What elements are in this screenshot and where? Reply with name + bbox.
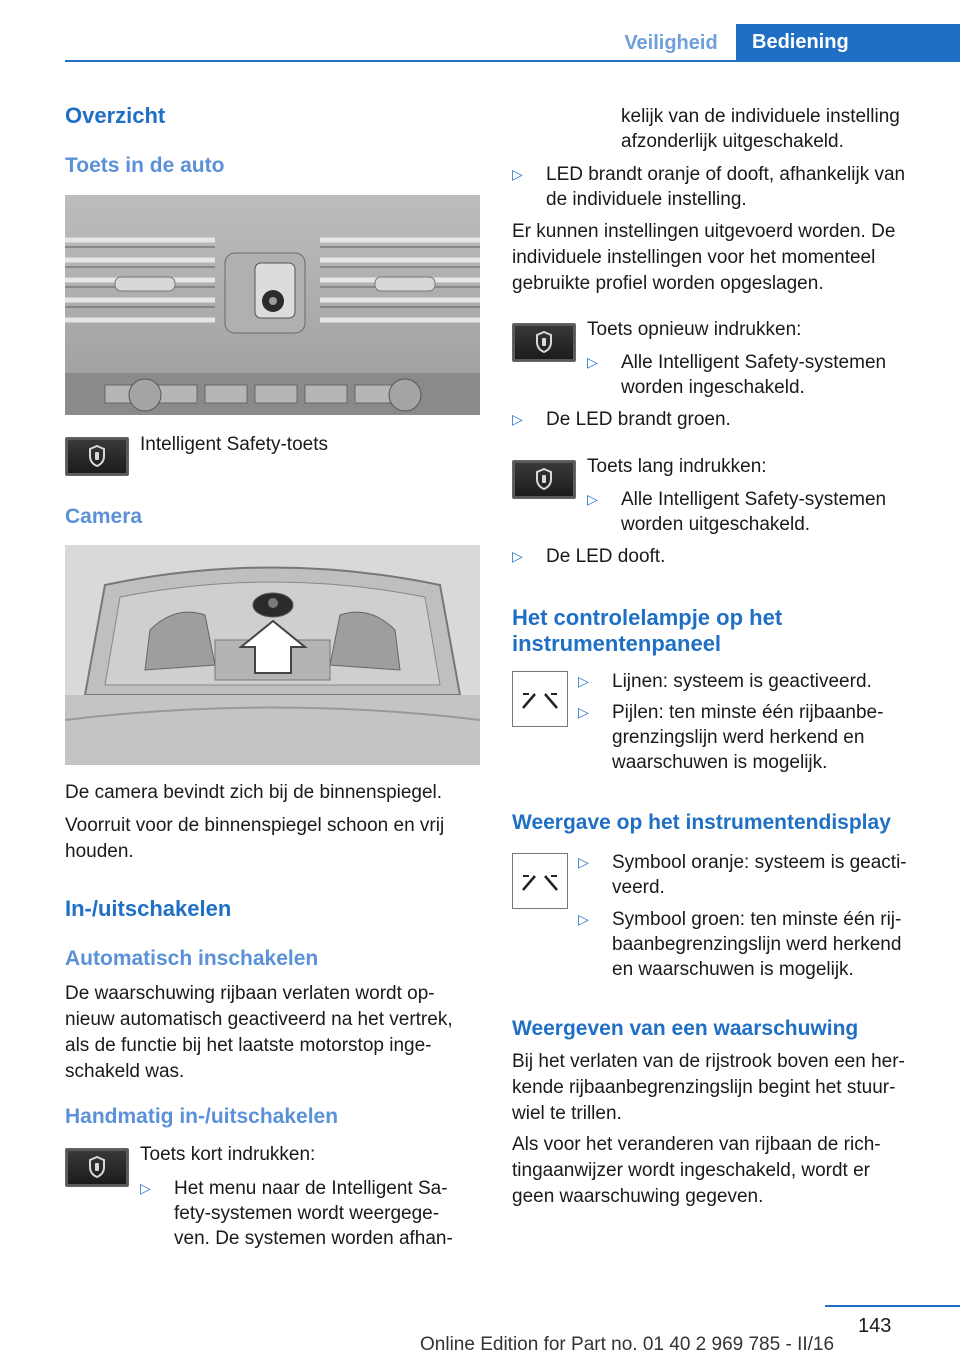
lane-lines-icon xyxy=(512,671,568,727)
bullet-lines-active xyxy=(578,669,938,697)
led-green-text: De LED brandt groen. xyxy=(546,409,731,430)
warning-line-2: kende rijbaanbegrenzingslijn begint het stuur- xyxy=(512,1077,896,1098)
triangle-bullet-icon: ▷ xyxy=(578,673,589,689)
bullet-menu xyxy=(140,1176,480,1256)
camera-location-text: De camera bevindt zich bij de binnenspiegel. xyxy=(65,782,443,803)
indicator-line-3: geen waarschuwing gegeven. xyxy=(512,1186,764,1207)
triangle-bullet-icon: ▷ xyxy=(578,911,589,927)
heading-overview: Overzicht xyxy=(65,103,166,128)
triangle-bullet-icon: ▷ xyxy=(512,548,523,564)
triangle-bullet-icon: ▷ xyxy=(512,411,523,427)
heading-camera: Camera xyxy=(65,505,143,528)
edition-footer: Online Edition for Part no. 01 40 2 969 785 - II/16 xyxy=(420,1334,835,1355)
press-again-text: Toets opnieuw indrukken: xyxy=(587,319,802,340)
green-line-3: en waarschuwen is mogelijk. xyxy=(612,959,854,980)
tab-bediening[interactable]: Bediening xyxy=(736,24,960,61)
bullet-menu-continued xyxy=(587,104,937,159)
heading-indicator-line-1: Het controlelampje op het xyxy=(512,605,783,630)
green-line-1: Symbool groen: ten minste één rij- xyxy=(612,909,902,930)
lane-lines-icon xyxy=(512,853,568,909)
auto-on-line-1: De waarschuwing rijbaan verlaten wordt op- xyxy=(65,983,435,1004)
heading-warning: Weergeven van een waarschuwing xyxy=(512,1017,859,1040)
header-rule xyxy=(65,60,960,62)
bullet-led-off xyxy=(512,544,932,572)
heading-display: Weergave op het instrumentendisplay xyxy=(512,811,891,834)
triangle-bullet-icon: ▷ xyxy=(512,166,523,182)
led-off-text: De LED dooft. xyxy=(546,546,666,567)
orange-line-1: Symbool oranje: systeem is geacti- xyxy=(612,852,907,873)
settings-line-3: gebruikte profiel worden opgeslagen. xyxy=(512,273,824,294)
press-long-text: Toets lang indrukken: xyxy=(587,456,767,477)
heading-auto-on: Automatisch inschakelen xyxy=(65,947,319,970)
bullet-menu-line-3: ven. De systemen worden afhan- xyxy=(174,1228,453,1249)
intelligent-safety-key-icon xyxy=(512,460,576,499)
page-number: 143 xyxy=(858,1315,892,1337)
camera-clean-text-2: houden. xyxy=(65,841,134,862)
caption-safety-button: Intelligent Safety-toets xyxy=(140,434,328,455)
intelligent-safety-key-icon xyxy=(512,323,576,362)
all-off-line-2: worden uitgeschakeld. xyxy=(621,514,811,535)
bullet-symbol-orange xyxy=(578,850,948,905)
heading-button-in-car: Toets in de auto xyxy=(65,154,225,177)
intelligent-safety-key-icon xyxy=(65,437,129,476)
bullet-all-off xyxy=(587,487,937,542)
indicator-line-2: tingaanwijzer wordt ingeschakeld, wordt er xyxy=(512,1160,871,1181)
lines-active-text: Lijnen: systeem is geactiveerd. xyxy=(612,671,872,692)
arrows-line-1: Pijlen: ten minste één rijbaanbe- xyxy=(612,702,884,723)
heading-on-off: In-/uitschakelen xyxy=(65,896,232,921)
bullet-all-on xyxy=(587,350,937,405)
auto-on-line-3: als de functie bij het laatste motorstop inge- xyxy=(65,1035,432,1056)
all-on-line-2: worden ingeschakeld. xyxy=(621,377,805,398)
auto-on-line-2: nieuw automatisch geactiveerd na het vertrek, xyxy=(65,1009,453,1030)
bullet-arrows xyxy=(578,700,938,780)
bullet-led-orange xyxy=(512,162,932,217)
heading-manual: Handmatig in-/uitschakelen xyxy=(65,1105,339,1128)
settings-line-1: Er kunnen instellingen uitgevoerd worden. De xyxy=(512,221,896,242)
footer-rule xyxy=(825,1305,960,1307)
green-line-2: baanbegrenzingslijn werd herkend xyxy=(612,934,902,955)
triangle-bullet-icon: ▷ xyxy=(578,704,589,720)
orange-line-2: veerd. xyxy=(612,877,665,898)
bullet-menu-line-2: fety-systemen wordt weergege- xyxy=(174,1203,440,1224)
bullet-menu-line-1: Het menu naar de Intelligent Sa- xyxy=(174,1178,448,1199)
bullet-led-green xyxy=(512,407,932,435)
tab-veiligheid[interactable]: Veiligheid xyxy=(624,32,718,54)
arrows-line-3: waarschuwen is mogelijk. xyxy=(612,752,828,773)
settings-line-2: individuele instellingen voor het momenteel xyxy=(512,247,876,268)
camera-clean-text-1: Voorruit voor de binnenspiegel schoon en vrij xyxy=(65,815,445,836)
led-orange-line-1: LED brandt oranje of dooft, afhankelijk van xyxy=(546,164,906,185)
camera-photo xyxy=(65,545,480,765)
led-orange-line-2: de individuele instelling. xyxy=(546,189,747,210)
bullet-symbol-green xyxy=(578,907,948,987)
arrows-line-2: grenzingslijn werd herkend en xyxy=(612,727,865,748)
press-short-text: Toets kort indrukken: xyxy=(140,1144,316,1165)
warning-line-3: wiel te trillen. xyxy=(512,1103,622,1124)
intelligent-safety-key-icon xyxy=(65,1148,129,1187)
bullet-cont-line-2: afzonderlijk uitgeschakeld. xyxy=(621,131,844,152)
bullet-cont-line-1: kelijk van de individuele instelling xyxy=(621,106,900,127)
all-off-line-1: Alle Intelligent Safety-systemen xyxy=(621,489,887,510)
all-on-line-1: Alle Intelligent Safety-systemen xyxy=(621,352,887,373)
triangle-bullet-icon: ▷ xyxy=(587,354,598,370)
auto-on-line-4: schakeld was. xyxy=(65,1061,185,1082)
dashboard-photo xyxy=(65,195,480,415)
triangle-bullet-icon: ▷ xyxy=(140,1180,151,1196)
triangle-bullet-icon: ▷ xyxy=(578,854,589,870)
heading-indicator-line-2: instrumentenpaneel xyxy=(512,631,722,656)
indicator-line-1: Als voor het veranderen van rijbaan de rich- xyxy=(512,1134,881,1155)
triangle-bullet-icon: ▷ xyxy=(587,491,598,507)
warning-line-1: Bij het verlaten van de rijstrook boven een her- xyxy=(512,1051,905,1072)
